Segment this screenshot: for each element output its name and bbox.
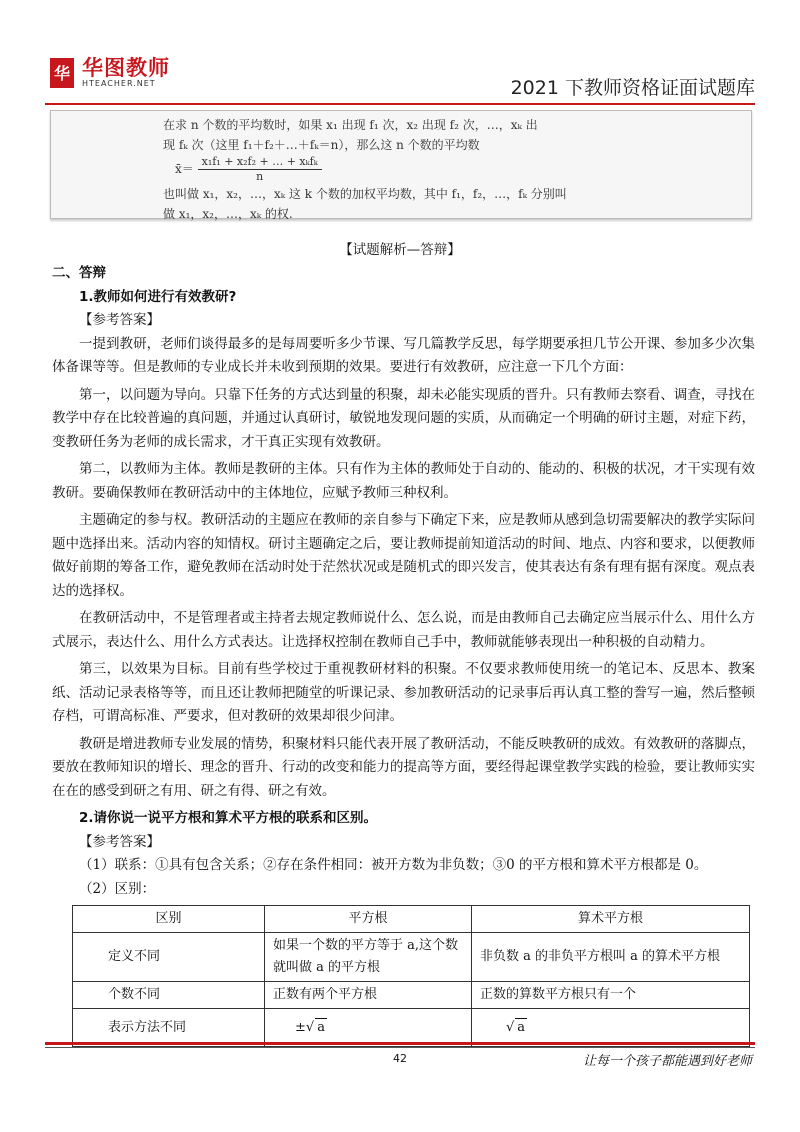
q2-connection: （1）联系：①具有包含关系；②存在条件相同：被开方数为非负数；③0 的平方根和算术平方根都是 0。	[79, 857, 708, 873]
formula-numerator: x₁f₁ + x₂f₂ + … + xₖfₖ	[198, 155, 322, 170]
footer-divider-thin	[45, 1047, 755, 1048]
question-2-title: 2.请你说一说平方根和算术平方根的联系和区别。	[79, 810, 378, 826]
sqrt-radicand: a	[517, 1019, 526, 1035]
formula-line-5: 做 x₁，x₂，…，xₖ 的权.	[163, 207, 293, 221]
formula-fraction	[198, 155, 322, 184]
table-cell: 如果一个数的平方等于 a,这个数就叫做 a 的平方根	[265, 933, 472, 982]
table-cell: 定义不同	[73, 933, 265, 982]
logo-mark: 华	[50, 58, 74, 88]
table-header: 算术平方根	[472, 906, 750, 933]
formula-denominator: n	[256, 170, 264, 183]
formula-lhs: x̄＝	[175, 162, 194, 176]
formula-line-4: 也叫做 x₁，x₂，…，xₖ 这 k 个数的加权平均数，其中 f₁，f₂，…，fₖ 分别叫	[163, 187, 567, 201]
q1-paragraph: 教研是增进教师专业发展的情势，积聚材料只能代表开展了教研活动，不能反映教研的成效。有效教研的落脚点，要放在教师知识的增长、理念的晋升、行动的改变和能力的提高等方面，要经得起课堂教学实践的检验，要让教师实实在在的感受到研之有用、研之有得、研之有效。	[52, 735, 755, 799]
table-header: 区别	[73, 906, 265, 933]
q1-paragraph: 第二，以教师为主体。教师是教研的主体。只有作为主体的教师处于自动的、能动的、积极的状况，才干实现有效教研。要确保教师在教研活动中的主体地位，应赋予教师三种权利。	[52, 461, 755, 501]
question-2-ref-label: 【参考答案】	[79, 833, 160, 850]
section-heading: 二、答辩	[52, 265, 106, 281]
weighted-mean-formula-box	[50, 110, 752, 219]
question-1-ref-label: 【参考答案】	[79, 312, 160, 328]
header-title: 2021 下教师资格证面试题库	[510, 77, 755, 99]
section-label: 【试题解析—答辩】	[339, 242, 461, 258]
page-number: 42	[393, 1052, 407, 1065]
header-divider	[45, 103, 755, 105]
comparison-table	[72, 905, 750, 1047]
logo-name-en: HTEACHER.NET	[82, 79, 156, 88]
q1-paragraph: 在教研活动中，不是管理者或主持者去规定教师说什么、怎么说，而是由教师自己去确定应当展示什么、用什么方式展示，表达什么、用什么方式表达。让选择权控制在教师自己手中，教师就能够表现出一种积极的自动精力。	[52, 610, 755, 650]
main-content	[52, 262, 755, 1047]
table-header-row	[73, 906, 750, 933]
table-cell: 正数的算数平方根只有一个	[472, 982, 750, 1009]
q1-paragraph: 主题确定的参与权。教研活动的主题应在教师的亲自参与下确定下来，应是教师从感到急切需要解决的教学实际问题中选择出来。活动内容的知情权。研讨主题确定之后，要让教师提前知道活动的时间、地点、内容和要求，以便教师做好前期的筹备工作，避免教师在活动时处于茫然状况或是随机式的即兴发言，使其表达有条有理有据有深度。观点表达的选择权。	[52, 512, 755, 599]
table-cell: 个数不同	[73, 982, 265, 1009]
q1-paragraph: 第三，以效果为目标。目前有些学校过于重视教研材料的积聚。不仅要求教师使用统一的笔记本、反思本、教案纸、活动记录表格等等，而且还让教师把随堂的听课记录、参加教研活动的记录事后再认真工整的誊写一遍，然后整顿存档，可谓高标准、严要求，但对教研的效果却很少问津。	[52, 661, 755, 724]
table-row	[73, 1009, 750, 1047]
q1-paragraph: 第一，以问题为导向。只靠下任务的方式达到量的积聚，却未必能实现质的晋升。只有教师去察看、调查，寻找在教学中存在比较普遍的真问题，并通过认真研讨，敏锐地发现问题的实质，从而确定一个明确的研讨主题，对症下药，变教研任务为老师的成长需求，才干真正实现有效教研。	[52, 386, 755, 450]
table-cell: ±√ a	[265, 1009, 472, 1047]
logo-name-cn: 华图教师	[82, 56, 170, 80]
table-row	[73, 933, 750, 982]
formula-line-2: 现 fₖ 次（这里 f₁＋f₂＋…＋fₖ＝n），那么这 n 个数的平均数	[163, 138, 480, 152]
table-cell: √ a	[472, 1009, 750, 1047]
table-row	[73, 982, 750, 1009]
table-cell: 非负数 a 的非负平方根叫 a 的算术平方根	[472, 933, 750, 982]
page-header	[45, 55, 755, 107]
footer-slogan: 让每一个孩子都能遇到好老师	[582, 1054, 752, 1069]
footer-divider	[45, 1042, 755, 1045]
table-header: 平方根	[265, 906, 472, 933]
q2-difference-label: （2）区别：	[79, 880, 156, 897]
plus-minus-sign: ±	[295, 1019, 306, 1035]
table-cell: 正数有两个平方根	[265, 982, 472, 1009]
table-cell: 表示方法不同	[73, 1009, 265, 1047]
q1-paragraph: 一提到教研，老师们谈得最多的是每周要听多少节课、写几篇教学反思，每学期要承担几节公开课、参加多少次集体备课等等。但是教师的专业成长并未收到预期的效果。要进行有效教研，应注意一下几个方面：	[52, 335, 755, 375]
formula-line-1: 在求 n 个数的平均数时，如果 x₁ 出现 f₁ 次，x₂ 出现 f₂ 次，…，xₖ 出	[163, 118, 538, 132]
formula-equation	[163, 155, 633, 184]
sqrt-radicand: a	[317, 1019, 325, 1035]
logo	[50, 57, 170, 88]
question-1-title: 1.教师如何进行有效教研?	[79, 288, 237, 305]
